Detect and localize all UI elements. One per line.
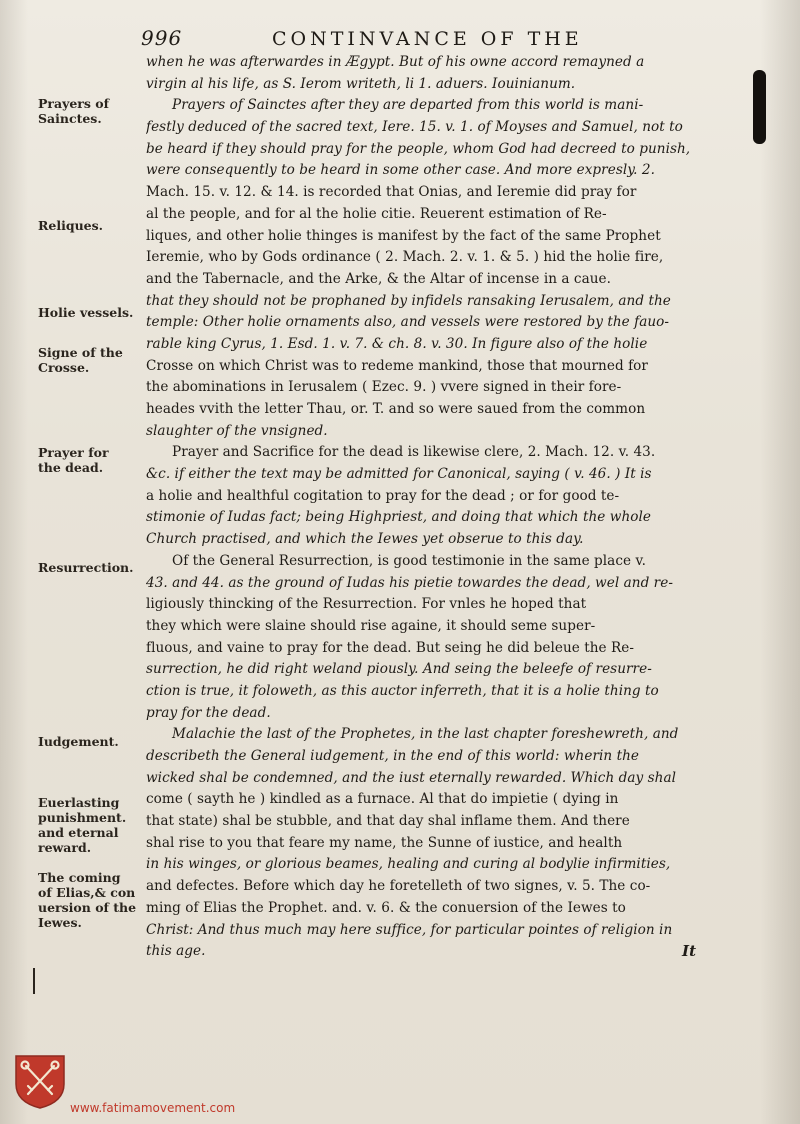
page-number: 996 xyxy=(141,26,183,50)
text-line: festly deduced of the sacred text, Iere. 15. v. 1. of Moyses and Samuel, not to xyxy=(146,119,683,136)
margin-note: Resurrection. xyxy=(38,560,134,575)
text-line: that state) shal be stubble, and that day shal inflame them. And there xyxy=(146,813,630,830)
text-line: be heard if they should pray for the people, whom God had decreed to punish, xyxy=(146,140,691,157)
margin-notes xyxy=(0,0,150,1124)
papal-keys-shield-icon xyxy=(14,1054,66,1110)
margin-note: Prayer for the dead. xyxy=(38,445,109,475)
text-line: the abominations in Ierusalem ( Ezec. 9. ) vvere signed in their fore- xyxy=(146,379,622,396)
text-line: Malachie the last of the Prophetes, in the last chapter foreshewreth, and xyxy=(172,726,679,743)
text-line: ming of Elias the Prophet. and. v. 6. & the conuersion of the Iewes to xyxy=(146,899,626,916)
text-line: fluous, and vaine to pray for the dead. But seing he did beleue the Re- xyxy=(146,639,635,656)
watermark-url: www.fatimamovement.com xyxy=(70,1101,236,1115)
text-line: temple: Other holie ornaments also, and vessels were restored by the fauo- xyxy=(146,314,670,331)
body-text xyxy=(146,52,706,963)
margin-note: Prayers of Sainctes. xyxy=(38,96,109,126)
text-line: liques, and other holie thinges is manifest by the fact of the same Prophet xyxy=(146,227,661,244)
text-line: when he was afterwardes in Ægypt. But of his owne accord remayned a xyxy=(146,54,645,70)
text-line: slaughter of the vnsigned. xyxy=(146,422,328,439)
text-line: they which were slaine should rise againe, it should seme super- xyxy=(146,617,596,634)
text-line: stimonie of Iudas fact; being Highpriest, and doing that which the whole xyxy=(146,509,651,526)
text-line: ligiously thincking of the Resurrection. For vnles he hoped that xyxy=(146,596,587,613)
text-line: Church practised, and which the Iewes yet obserue to this day. xyxy=(146,531,584,548)
text-line: rable king Cyrus, 1. Esd. 1. v. 7. & ch. 8. v. 30. In figure also of the holie xyxy=(146,335,648,352)
text-line: al the people, and for al the holie citie. Reuerent estimation of Re- xyxy=(146,205,607,222)
text-line: describeth the General iudgement, in the end of this world: wherin the xyxy=(146,748,639,764)
text-line: Ieremie, who by Gods ordinance ( 2. Mach. 2. v. 1. & 5. ) hid the holie fire, xyxy=(146,249,664,266)
text-line: heades vvith the letter Thau, or. T. and so were saued from the common xyxy=(146,401,646,417)
text-line: wicked shal be condemned, and the iust eternally rewarded. Which day shal xyxy=(146,769,677,786)
catchword: It xyxy=(682,942,696,960)
text-line: Christ: And thus much may here suffice, for particular pointes of religion in xyxy=(146,921,673,938)
text-line: surrection, he did right weland piously. And seing the beleefe of resurre- xyxy=(146,661,652,678)
text-line: this age. xyxy=(146,943,206,960)
margin-note: Reliques. xyxy=(38,218,104,233)
bookmark-ribbon xyxy=(753,70,766,144)
margin-note: Holie vessels. xyxy=(38,305,134,320)
text-line: in his winges, or glorious beames, healing and curing al bodylie infirmities, xyxy=(146,856,671,873)
margin-note: Euerlasting punishment. and eternal reward. xyxy=(38,795,127,855)
text-line: come ( sayth he ) kindled as a furnace. Al that do impietie ( dying in xyxy=(146,791,619,808)
text-line: Crosse on which Christ was to redeme mankind, those that mourned for xyxy=(146,357,648,374)
text-line: were consequently to be heard in some other case. And more expresly. 2. xyxy=(146,162,655,179)
text-line: shal rise to you that feare my name, the Sunne of iustice, and health xyxy=(146,834,623,851)
text-line: and the Tabernacle, and the Arke, & the Altar of incense in a caue. xyxy=(146,270,612,287)
text-line: Prayers of Sainctes after they are departed from this world is mani- xyxy=(172,97,644,114)
text-line: virgin al his life, as S. Ierom writeth, li 1. aduers. Iouinianum. xyxy=(146,75,576,92)
text-line: 43. and 44. as the ground of Iudas his pietie towardes the dead, wel and re- xyxy=(146,574,673,591)
text-line: Prayer and Sacrifice for the dead is likewise clere, 2. Mach. 12. v. 43. xyxy=(172,444,656,461)
running-title: CONTINVANCE OF THE xyxy=(272,28,583,50)
margin-note: Signe of the Crosse. xyxy=(38,345,123,375)
text-line: &c. if either the text may be admitted for Canonical, saying ( v. 46. ) It is xyxy=(146,466,652,483)
margin-rule xyxy=(33,968,35,994)
text-line: a holie and healthful cogitation to pray for the dead ; or for good te- xyxy=(146,487,620,504)
page-edge-shadow xyxy=(760,0,800,1124)
margin-note: The coming of Elias,& con uersion of the Iewes. xyxy=(38,870,137,930)
margin-note: Iudgement. xyxy=(38,734,119,749)
text-line: that they should not be prophaned by infidels ransaking Ierusalem, and the xyxy=(146,292,671,309)
text-line: Mach. 15. v. 12. & 14. is recorded that Onias, and Ieremie did pray for xyxy=(146,184,637,201)
text-line: ction is true, it foloweth, as this auctor inferreth, that it is a holie thing to xyxy=(146,682,659,699)
text-line: and defectes. Before which day he foretelleth of two signes, v. 5. The co- xyxy=(146,878,651,895)
text-line: pray for the dead. xyxy=(146,704,271,721)
text-line: Of the General Resurrection, is good testimonie in the same place v. xyxy=(172,552,646,569)
